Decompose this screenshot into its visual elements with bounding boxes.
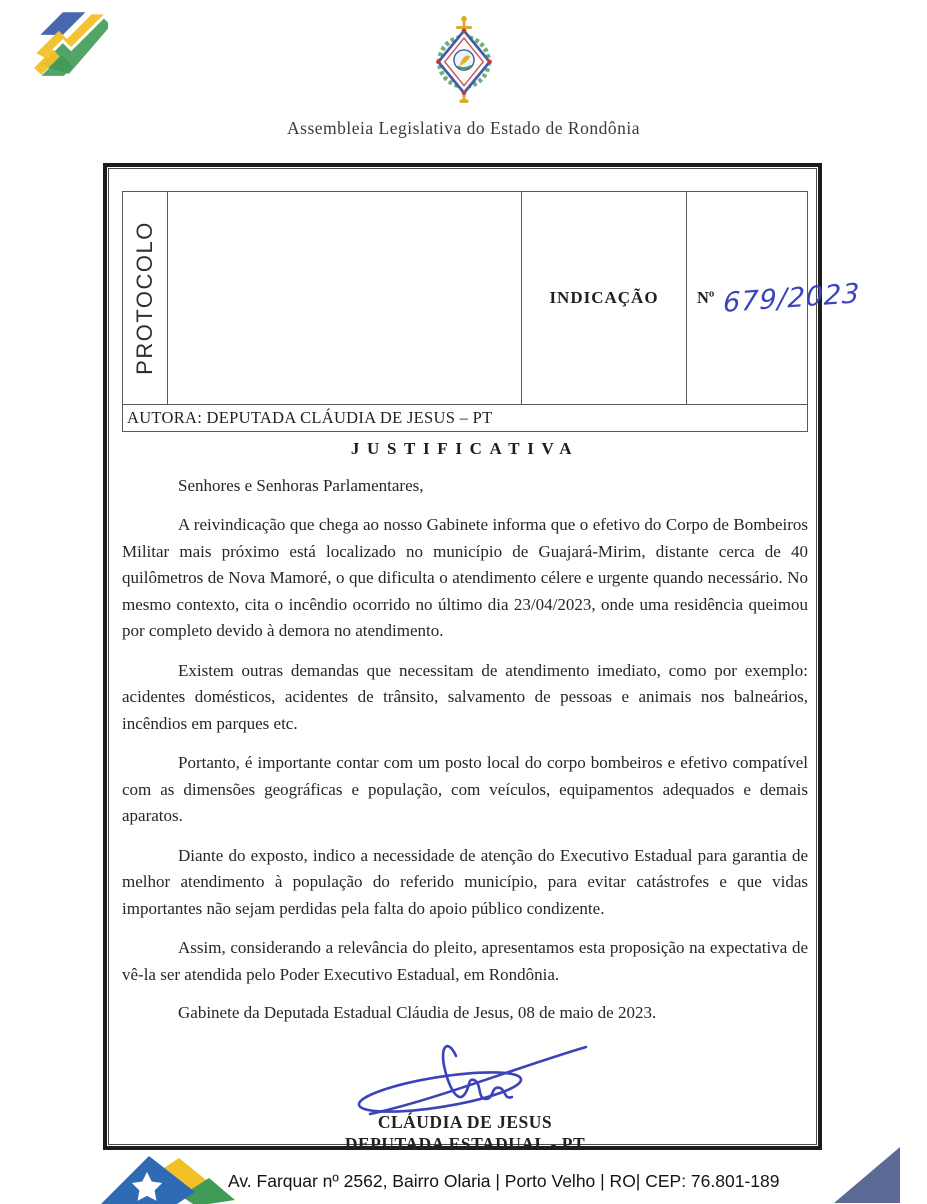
document-border	[103, 163, 862, 1154]
document-number-cell	[687, 192, 862, 404]
letterhead-stripes-icon	[28, 4, 108, 76]
body-paragraph: Diante do exposto, indico a necessidade de atenção do Executivo Estadual para garantia de melhor atendimento à população do referido município, para evitar catástrofes e que vidas importantes não sejam perdidas pela falta do apoio público condizente.	[122, 845, 808, 918]
document-type-cell	[522, 192, 687, 404]
protocolo-label: PROTOCOLO	[132, 221, 157, 375]
footer-triangle-icon	[834, 1147, 906, 1203]
document-type-label: INDICAÇÃO	[549, 288, 659, 307]
body-paragraph: Assim, considerando a relevância do pleito, apresentamos esta proposição na expectativa de vê-la ser atendida pelo Poder Executivo Estadual, em Rondônia.	[122, 938, 808, 984]
signatory-title: DEPUTADA ESTADUAL - PT	[344, 1134, 586, 1154]
protocolo-cell	[123, 192, 168, 404]
footer-address: Av. Farquar nº 2562, Bairro Olaria | Porto Velho | RO| CEP: 76.801-189	[228, 1171, 780, 1191]
closing-line: Gabinete da Deputada Estadual Cláudia de Jesus, 08 de maio de 2023.	[178, 1003, 657, 1022]
handwritten-signature-icon	[340, 1040, 590, 1120]
document-title: JUSTIFICATIVA	[350, 439, 580, 458]
protocol-table	[122, 191, 862, 432]
protocol-stamp-area	[168, 192, 522, 404]
rondonia-coat-of-arms-icon	[432, 10, 496, 110]
handwritten-number: 679/2023	[722, 277, 862, 319]
number-label: Nº	[697, 288, 715, 307]
document-content	[108, 168, 862, 1154]
author-row: AUTORA: DEPUTADA CLÁUDIA DE JESUS – PT	[123, 404, 807, 431]
signatory-name: CLÁUDIA DE JESUS	[377, 1112, 553, 1132]
body-paragraph: Existem outras demandas que necessitam de atendimento imediato, como por exemplo: acidentes domésticos, acidentes de trânsito, salvamento de pessoas e animais nos balneários, incêndios em parques etc.	[122, 660, 808, 733]
body-paragraph: Portanto, é importante contar com um posto local do corpo bombeiros e efetivo compatível com as dimensões geográficas e população, com veículos, equipamentos adequados e demais aparatos.	[122, 753, 808, 825]
salutation: Senhores e Senhoras Parlamentares,	[178, 476, 424, 495]
body-paragraph: A reivindicação que chega ao nosso Gabinete informa que o efetivo do Corpo de Bombeiros Militar mais próximo está localizado no município de Guajará-Mirim, distante cerca de 40 quilômetros de Nova Mamoré, o que dificulta o atendimento célere e urgente quando necessário. No mesmo contexto, cita o incêndio ocorrido no último dia 23/04/2023, onde uma residência queimou por completo devido à demora no atendimento.	[122, 515, 808, 640]
institution-name: Assembleia Legislativa do Estado de Rondônia	[287, 118, 640, 138]
signature-block	[122, 1040, 808, 1155]
assembly-logo-icon	[97, 1152, 237, 1204]
